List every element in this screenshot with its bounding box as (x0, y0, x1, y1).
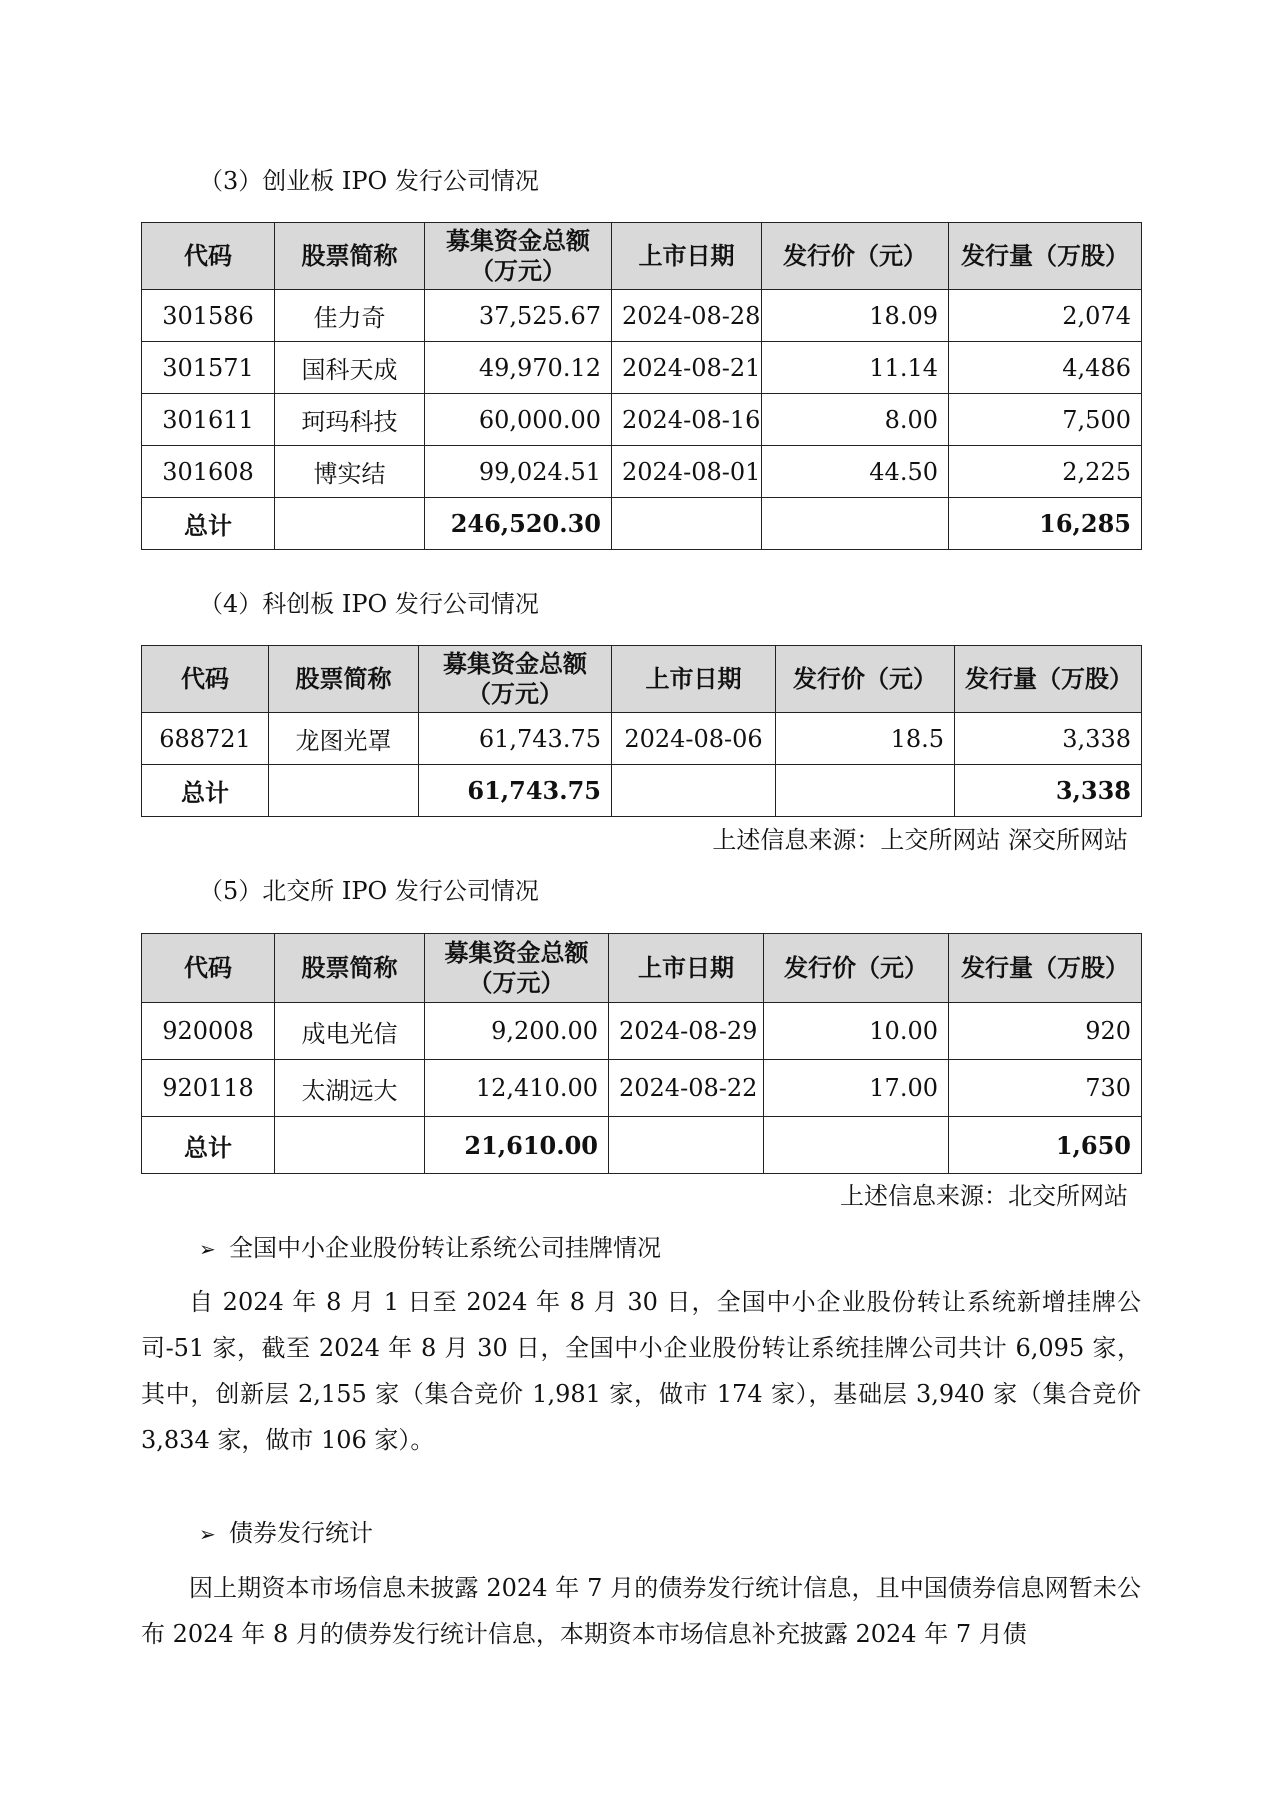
column-header-price: 发行价（元） (776, 646, 955, 713)
cell-name (269, 765, 419, 817)
cell-date: 2024-08-29 (609, 1003, 764, 1060)
cell-date (612, 498, 762, 550)
bonds-title: 债券发行统计 (229, 1519, 373, 1547)
column-header-volume: 发行量（万股） (949, 934, 1142, 1003)
cell-name: 珂玛科技 (275, 394, 425, 446)
cell-price (776, 765, 955, 817)
star-ipo-table (141, 645, 1142, 817)
column-header-code: 代码 (142, 934, 275, 1003)
cell-price: 44.50 (762, 446, 949, 498)
cell-price (764, 1117, 949, 1174)
section-4-heading: （4）科创板 IPO 发行公司情况 (199, 590, 539, 618)
column-header-amount: 募集资金总额 （万元） (425, 223, 612, 290)
cell-price: 18.5 (776, 713, 955, 765)
cell-name (275, 498, 425, 550)
cell-volume: 1,650 (949, 1117, 1142, 1174)
cell-volume: 2,074 (949, 290, 1142, 342)
cell-name: 龙图光罩 (269, 713, 419, 765)
table-header-row (142, 223, 1142, 290)
column-header-amount: 募集资金总额 （万元） (425, 934, 609, 1003)
cell-volume: 920 (949, 1003, 1142, 1060)
section-5-heading: （5）北交所 IPO 发行公司情况 (199, 877, 539, 905)
cell-amount: 37,525.67 (425, 290, 612, 342)
column-header-price: 发行价（元） (762, 223, 949, 290)
cell-date: 2024-08-01 (612, 446, 762, 498)
table-row (142, 446, 1142, 498)
cell-volume: 4,486 (949, 342, 1142, 394)
cell-code: 920118 (142, 1060, 275, 1117)
column-header-date: 上市日期 (609, 934, 764, 1003)
section-3-heading: （3）创业板 IPO 发行公司情况 (199, 167, 539, 195)
cell-amount: 61,743.75 (419, 713, 612, 765)
cell-price: 11.14 (762, 342, 949, 394)
cell-name: 国科天成 (275, 342, 425, 394)
cell-date (612, 765, 776, 817)
cell-amount: 246,520.30 (425, 498, 612, 550)
cell-volume: 3,338 (955, 765, 1142, 817)
neeq-title: 全国中小企业股份转让系统公司挂牌情况 (229, 1234, 661, 1262)
column-header-name: 股票简称 (275, 223, 425, 290)
cell-name (275, 1117, 425, 1174)
cell-date: 2024-08-28 (612, 290, 762, 342)
table-header-row (142, 646, 1142, 713)
column-header-volume: 发行量（万股） (949, 223, 1142, 290)
table-row (142, 394, 1142, 446)
source-note-bse: 上述信息来源：北交所网站 (840, 1182, 1128, 1210)
table-row (142, 713, 1142, 765)
cell-price (762, 498, 949, 550)
cell-price: 18.09 (762, 290, 949, 342)
cell-amount: 49,970.12 (425, 342, 612, 394)
table-row (142, 1060, 1142, 1117)
cell-volume: 16,285 (949, 498, 1142, 550)
cell-code: 301611 (142, 394, 275, 446)
cell-code: 总计 (142, 498, 275, 550)
table-total-row (142, 1117, 1142, 1174)
cell-name: 成电光信 (275, 1003, 425, 1060)
cell-code: 688721 (142, 713, 269, 765)
table-row (142, 290, 1142, 342)
column-header-date: 上市日期 (612, 646, 776, 713)
bonds-paragraph: 因上期资本市场信息未披露 2024 年 7 月的债券发行统计信息，且中国债券信息网暂未公布 2024 年 8 月的债券发行统计信息，本期资本市场信息补充披露 2024 年 7 月债 (141, 1574, 1141, 1648)
bse-ipo-table (141, 933, 1142, 1174)
table-header-row (142, 934, 1142, 1003)
column-header-date: 上市日期 (612, 223, 762, 290)
table-row (142, 342, 1142, 394)
cell-date: 2024-08-06 (612, 713, 776, 765)
arrow-bullet-icon: ➢ (199, 1237, 216, 1261)
column-header-name: 股票简称 (275, 934, 425, 1003)
cell-amount: 60,000.00 (425, 394, 612, 446)
cell-code: 总计 (142, 1117, 275, 1174)
cell-amount: 21,610.00 (425, 1117, 609, 1174)
table-total-row (142, 765, 1142, 817)
source-note-sse-szse: 上述信息来源：上交所网站 深交所网站 (712, 826, 1128, 854)
cell-code: 总计 (142, 765, 269, 817)
chinext-ipo-table (141, 222, 1142, 550)
arrow-bullet-icon: ➢ (199, 1522, 216, 1546)
cell-date (609, 1117, 764, 1174)
cell-price: 10.00 (764, 1003, 949, 1060)
table-total-row (142, 498, 1142, 550)
cell-amount: 99,024.51 (425, 446, 612, 498)
table-row (142, 1003, 1142, 1060)
cell-name: 太湖远大 (275, 1060, 425, 1117)
cell-code: 301608 (142, 446, 275, 498)
cell-date: 2024-08-16 (612, 394, 762, 446)
cell-date: 2024-08-22 (609, 1060, 764, 1117)
column-header-amount: 募集资金总额 （万元） (419, 646, 612, 713)
column-header-price: 发行价（元） (764, 934, 949, 1003)
column-header-name: 股票简称 (269, 646, 419, 713)
cell-amount: 9,200.00 (425, 1003, 609, 1060)
cell-name: 博实结 (275, 446, 425, 498)
cell-date: 2024-08-21 (612, 342, 762, 394)
cell-code: 920008 (142, 1003, 275, 1060)
column-header-volume: 发行量（万股） (955, 646, 1142, 713)
cell-volume: 730 (949, 1060, 1142, 1117)
cell-volume: 3,338 (955, 713, 1142, 765)
cell-price: 17.00 (764, 1060, 949, 1117)
cell-amount: 61,743.75 (419, 765, 612, 817)
cell-code: 301586 (142, 290, 275, 342)
neeq-heading (199, 1233, 661, 1264)
cell-amount: 12,410.00 (425, 1060, 609, 1117)
column-header-code: 代码 (142, 646, 269, 713)
cell-volume: 2,225 (949, 446, 1142, 498)
cell-volume: 7,500 (949, 394, 1142, 446)
bonds-heading (199, 1518, 373, 1549)
column-header-code: 代码 (142, 223, 275, 290)
cell-name: 佳力奇 (275, 290, 425, 342)
cell-code: 301571 (142, 342, 275, 394)
cell-price: 8.00 (762, 394, 949, 446)
neeq-paragraph: 自 2024 年 8 月 1 日至 2024 年 8 月 30 日，全国中小企业股份转让系统新增挂牌公司-51 家，截至 2024 年 8 月 30 日，全国中小企业股份转让系统挂牌公司共计 6,095 家，其中，创新层 2,155 家（集合竞价 1,981 家，做市 174 家），基础层 3,940 家（集合竞价 3,834 家，做市 106 家）。 (141, 1288, 1141, 1454)
